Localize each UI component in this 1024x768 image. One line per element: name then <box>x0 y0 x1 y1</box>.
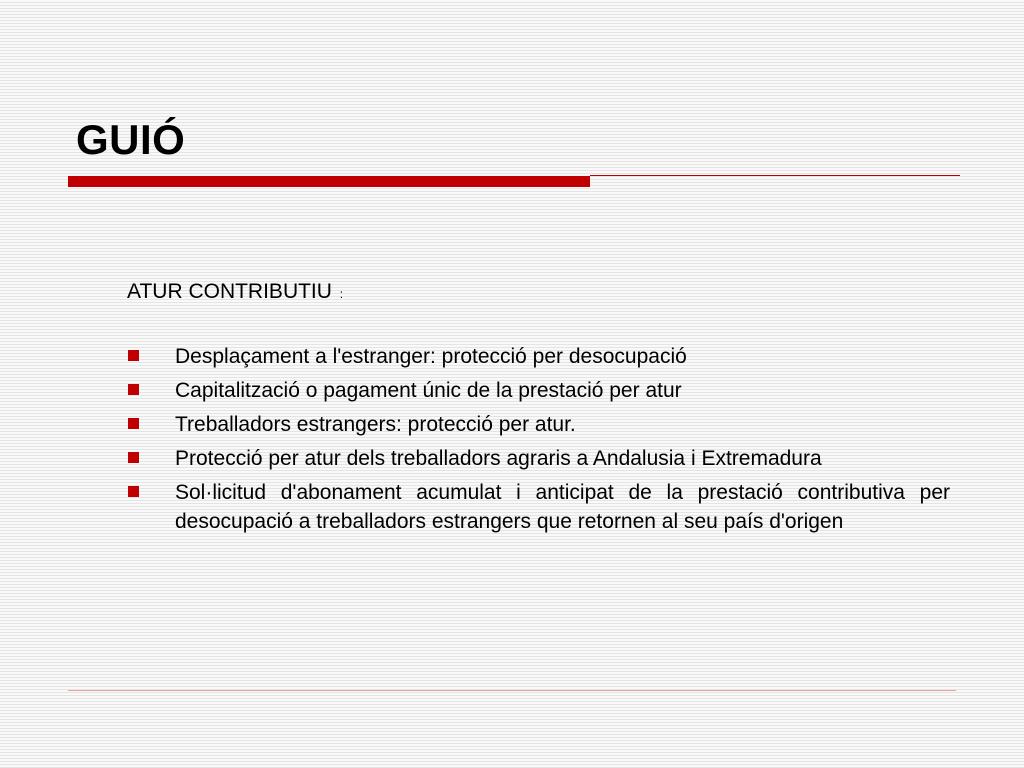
bullet-list <box>128 342 950 540</box>
bullet-item <box>128 444 950 474</box>
square-bullet-icon <box>128 452 139 463</box>
title-underline-thick <box>68 176 590 187</box>
section-heading <box>127 278 343 308</box>
footer-divider <box>68 690 956 691</box>
bullet-item <box>128 478 950 536</box>
square-bullet-icon <box>128 350 139 361</box>
bullet-item <box>128 342 950 372</box>
bullet-text: Desplaçament a l'estranger: protecció per desocupació <box>175 345 687 368</box>
slide-title: GUIÓ <box>76 116 186 163</box>
bullet-text: Protecció per atur dels treballadors agraris a Andalusia i Extremadura <box>175 447 822 470</box>
section-heading-text: ATUR CONTRIBUTIU <box>127 280 332 303</box>
title-underline-thin <box>590 175 960 176</box>
bullet-text: Treballadors estrangers: protecció per atur. <box>175 413 576 436</box>
bullet-item <box>128 376 950 406</box>
section-heading-colon: : <box>339 287 344 301</box>
bullet-item <box>128 410 950 440</box>
square-bullet-icon <box>128 418 139 429</box>
square-bullet-icon <box>128 384 139 395</box>
square-bullet-icon <box>128 486 139 497</box>
bullet-text: Capitalització o pagament únic de la prestació per atur <box>175 379 682 402</box>
bullet-text: Sol·licitud d'abonament acumulat i anticipat de la prestació contributiva per desocupació a treballadors estrangers que retornen al seu país d'origen <box>175 481 950 533</box>
